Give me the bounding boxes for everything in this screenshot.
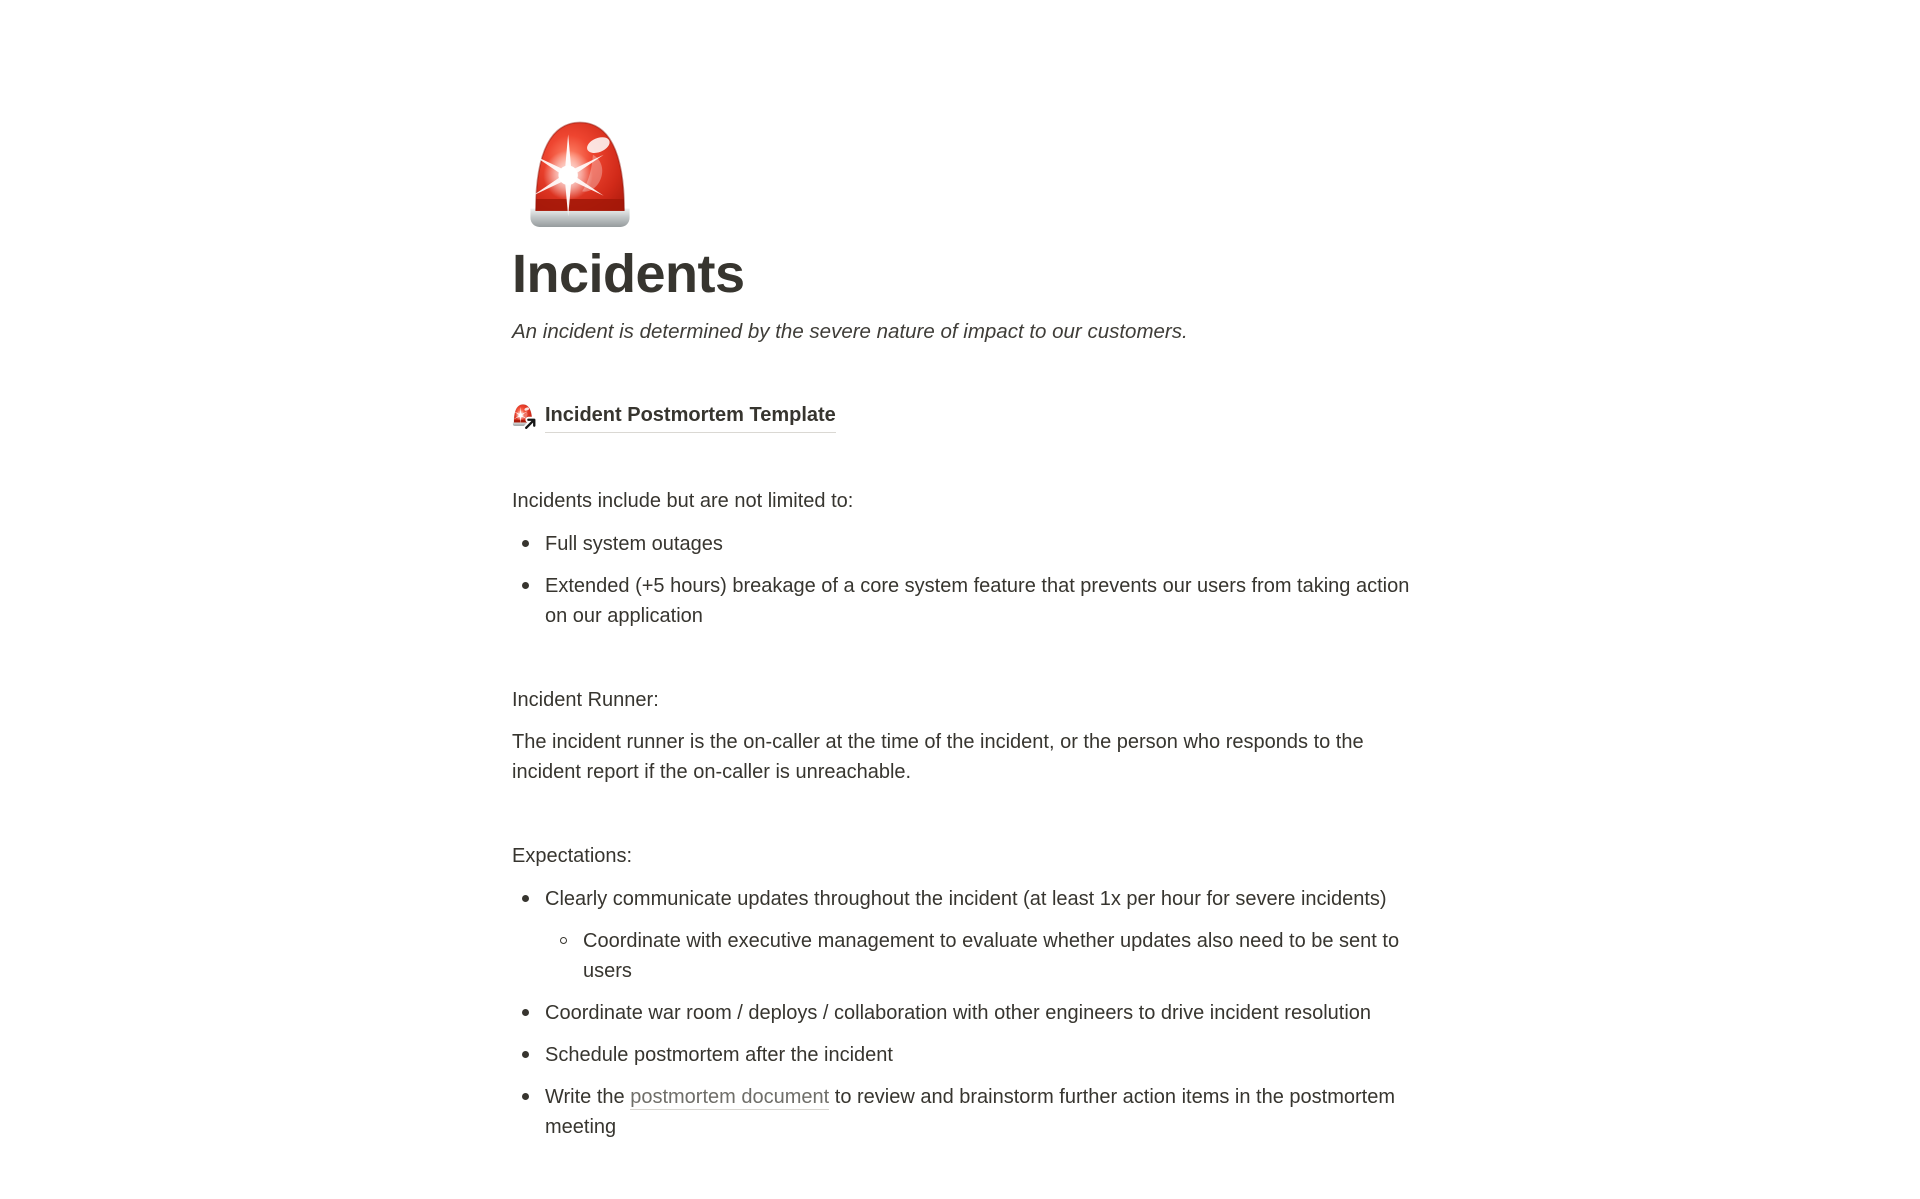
template-link-label[interactable]: Incident Postmortem Template: [545, 400, 836, 433]
expectations-sublist: [550, 926, 1418, 986]
page-subtitle: An incident is determined by the severe nature of impact to our customers.: [512, 320, 1188, 343]
list-item-text: Schedule postmortem after the incident: [545, 1044, 893, 1066]
list-item-communicate-updates: [512, 884, 1418, 986]
list-item-text: Coordinate with executive management to evaluate whether updates also need to be sent to users: [583, 930, 1400, 982]
list-item-text: Full system outages: [545, 533, 723, 555]
list-item-extended-breakage: [512, 571, 1418, 631]
list-item-write-postmortem: [512, 1082, 1418, 1142]
northeast-arrow-icon: [523, 416, 538, 431]
runner-heading: Incident Runner:: [512, 689, 659, 711]
postmortem-document-link[interactable]: postmortem document: [630, 1086, 830, 1108]
list-item-text: Extended (+5 hours) breakage of a core system feature that prevents our users from taking action on our application: [545, 575, 1410, 627]
list-item-text: Clearly communicate updates throughout the incident (at least 1x per hour for severe incidents): [545, 888, 1387, 910]
siren-link-icon: [512, 402, 536, 430]
include-list: [512, 529, 1418, 631]
page-title: Incidents: [512, 244, 745, 304]
list-item-coordinate-executive: [550, 926, 1418, 986]
expectations-list: [512, 884, 1418, 1142]
page-icon-siren-emoji[interactable]: [526, 116, 634, 228]
notion-page-content: [512, 0, 1418, 1142]
list-item-war-room: [512, 998, 1418, 1028]
list-item-text: Write the: [545, 1086, 631, 1108]
incident-postmortem-template-link[interactable]: [512, 400, 1418, 432]
list-item-text: to review and brainstorm further action items in the postmortem meeting: [545, 1086, 1395, 1138]
runner-body-text: The incident runner is the on-caller at the time of the incident, or the person who responds to the incident report if the on-caller is unreachable.: [512, 731, 1364, 783]
list-item-text: Coordinate war room / deploys / collaboration with other engineers to drive incident resolution: [545, 1002, 1372, 1024]
list-item-full-system-outages: [512, 529, 1418, 559]
list-item-schedule-postmortem: [512, 1040, 1418, 1070]
siren-icon: [526, 116, 634, 227]
include-intro-text: Incidents include but are not limited to:: [512, 490, 854, 512]
expectations-heading: Expectations:: [512, 845, 633, 867]
